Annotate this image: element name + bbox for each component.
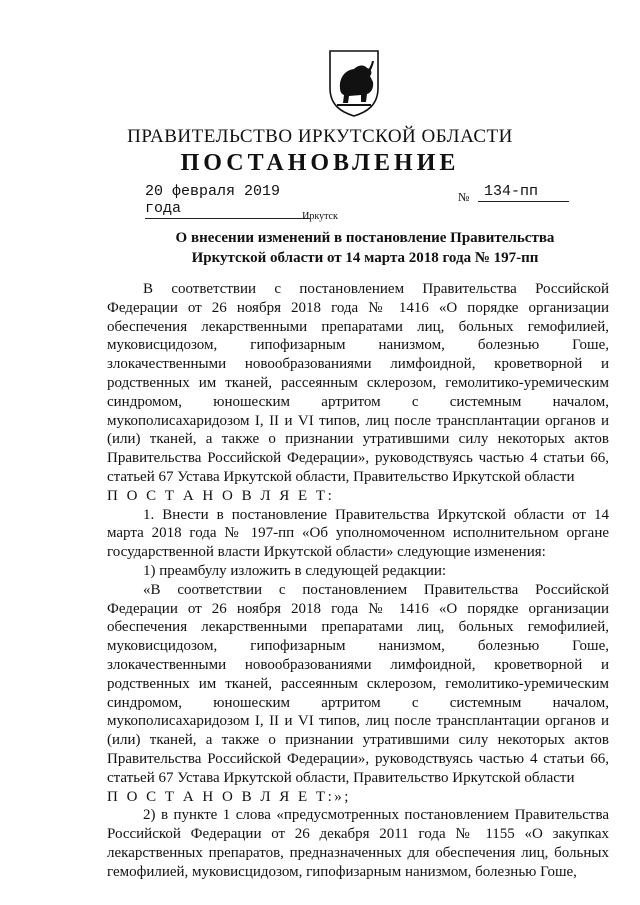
coat-of-arms-icon xyxy=(327,48,381,118)
subject-line-1: О внесении изменений в постановление Правительства xyxy=(175,230,555,246)
document-number: 134-пп xyxy=(478,183,569,202)
paragraph-subitem-2: 2) в пункте 1 слова «предусмотренных постановлением Правительства Российской Федерации от 26 декабря 2011 года № 1155 «О закупках лекарственных препаратов, предназначенных для обеспечения лиц, больных гемофилией, муковисцидозом, гипофизарным нанизмом, болезнью Гоше, xyxy=(107,807,609,880)
number-sign: № xyxy=(458,190,470,204)
document-subject xyxy=(150,228,580,268)
paragraph-subitem-1: 1) преамбулу изложить в следующей редакции: xyxy=(143,562,447,579)
paragraph-item-1: 1. Внести в постановление Правительства Иркутской области от 14 марта 2018 года № 197-пп «Об уполномоченном исполнительном органе государственной власти Иркутской области» следующие изменения: xyxy=(107,506,609,561)
document-type-title: ПОСТАНОВЛЕНИЕ xyxy=(180,150,460,176)
city-name: Иркутск xyxy=(302,211,338,222)
paragraph-resolves: П О С Т А Н О В Л Я Е Т: xyxy=(107,487,335,504)
government-name: ПРАВИТЕЛЬСТВО ИРКУТСКОЙ ОБЛАСТИ xyxy=(127,126,513,147)
paragraph-resolves-quoted: П О С Т А Н О В Л Я Е Т:»; xyxy=(107,788,351,805)
subject-line-2: Иркутской области от 14 марта 2018 года № 197-пп xyxy=(191,250,539,266)
document-body xyxy=(107,280,609,882)
document-date: 20 февраля 2019 года xyxy=(145,183,310,219)
paragraph-preamble: В соответствии с постановлением Правительства Российской Федерации от 26 ноября 2018 года № 1416 «О порядке организации обеспечения лекарственными препаратами лиц, больных гемофилией, муковисцидозом, гипофизарным нанизмом, болезнью Гоше, злокачественными новообразованиями лимфоидной, кроветворной и родственных им тканей, рассеянным склерозом, гемолитико-уремическим синдромом, юношеским артритом с системным началом, мукополисахаридозом I, II и VI типов, лиц после трансплантации органов и (или) тканей, а также о признании утратившими силу некоторых актов Правительства Российской Федерации», руководствуясь частью 4 статьи 66, статьей 67 Устава Иркутской области, Правительство Иркутской области xyxy=(107,281,609,485)
paragraph-new-preamble: «В соответствии с постановлением Правительства Российской Федерации от 26 ноября 2018 года № 1416 «О порядке организации обеспечения лекарственными препаратами лиц, больных гемофилией, муковисцидозом, гипофизарным нанизмом, болезнью Гоше, злокачественными новообразованиями лимфоидной, кроветворной и родственных им тканей, рассеянным склерозом, гемолитико-уремическим синдромом, юношеским артритом с системным началом, мукополисахаридозом I, II и VI типов, лиц после трансплантации органов и (или) тканей, а также о признании утратившими силу некоторых актов Правительства Российской Федерации», руководствуясь частью 4 статьи 66, статьей 67 Устава Иркутской области, Правительство Иркутской области xyxy=(107,581,609,786)
